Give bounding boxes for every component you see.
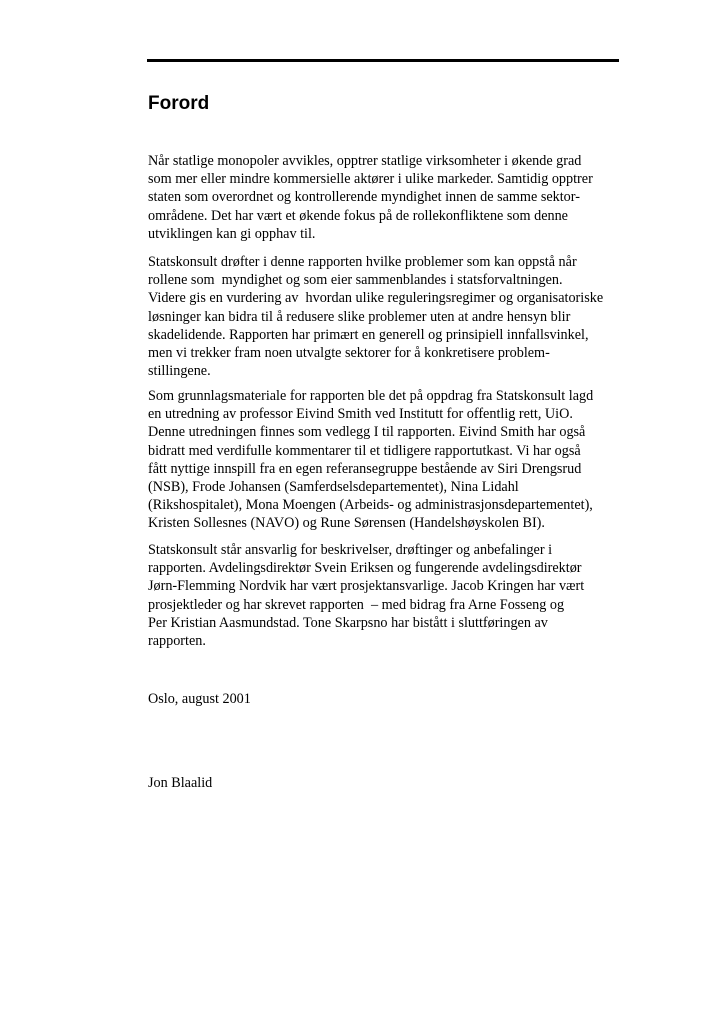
text-line: områdene. Det har vært et økende fokus på de rollekonfliktene som denne [148,207,568,224]
text-line: men vi trekker fram noen utvalgte sektorer for å konkretisere problem- [148,345,550,362]
text-line: Statskonsult står ansvarlig for beskrivelser, drøftinger og anbefalinger i [148,542,553,558]
text-line: stillingene. [148,363,211,380]
paragraph-scope [148,253,603,380]
text-line: løsninger kan bidra til å redusere slike problemer uten at andre hensyn blir [148,308,571,325]
text-line: utviklingen kan gi opphav til. [148,225,316,242]
page-title: Forord [148,93,210,114]
place-date: Oslo, august 2001 [148,691,251,707]
text-line: bidratt med verdifulle kommentarer til et tidligere rapportutkast. Vi har også [148,442,581,459]
text-line: fått nyttige innspill fra en egen referansegruppe bestående av Siri Drengsrud [148,460,582,477]
text-line: Videre gis en vurdering av hvordan ulike reguleringsregimer og organisatoriske [148,290,604,307]
text-line: skadelidende. Rapporten har primært en generell og prinsipiell innfallsvinkel, [148,326,589,343]
text-line: Jørn-Flemming Nordvik har vært prosjektansvarlige. Jacob Kringen har vært [148,578,585,595]
text-line: som mer eller mindre kommersielle aktører i ulike markeder. Samtidig opptrer [148,171,593,188]
top-rule [147,59,619,62]
text-line: Per Kristian Aasmundstad. Tone Skarpsno har bistått i sluttføringen av [148,614,548,631]
signature-name: Jon Blaalid [148,775,213,791]
text-line: rollene som myndighet og som eier sammenblandes i statsforvaltningen. [148,272,563,289]
text-line: (NSB), Frode Johansen (Samferdselsdepartementet), Nina Lidahl [148,479,519,496]
paragraph-intro [148,152,593,243]
text-line: rapporten. Avdelingsdirektør Svein Eriksen og fungerende avdelingsdirektør [148,560,582,577]
text-line: rapporten. [148,633,206,650]
text-line: Statskonsult drøfter i denne rapporten hvilke problemer som kan oppstå når [148,254,577,270]
text-line: staten som overordnet og kontrollerende myndighet innen de samme sektor- [148,189,580,206]
text-line: en utredning av professor Eivind Smith ved Institutt for offentlig rett, UiO. [148,406,573,423]
text-line: Når statlige monopoler avvikles, opptrer statlige virksomheter i økende grad [148,153,582,169]
text-line: Som grunnlagsmateriale for rapporten ble det på oppdrag fra Statskonsult lagd [148,388,594,404]
paragraph-responsibility [148,541,584,650]
text-line: Kristen Sollesnes (NAVO) og Rune Sørensen (Handelshøyskolen BI). [148,515,545,532]
text-line: (Rikshospitalet), Mona Moengen (Arbeids- og administrasjonsdepartementet), [148,497,593,514]
paragraph-background [148,387,593,533]
text-line: prosjektleder og har skrevet rapporten – med bidrag fra Arne Fosseng og [148,596,565,613]
text-line: Denne utredningen finnes som vedlegg I til rapporten. Eivind Smith har også [148,424,586,441]
